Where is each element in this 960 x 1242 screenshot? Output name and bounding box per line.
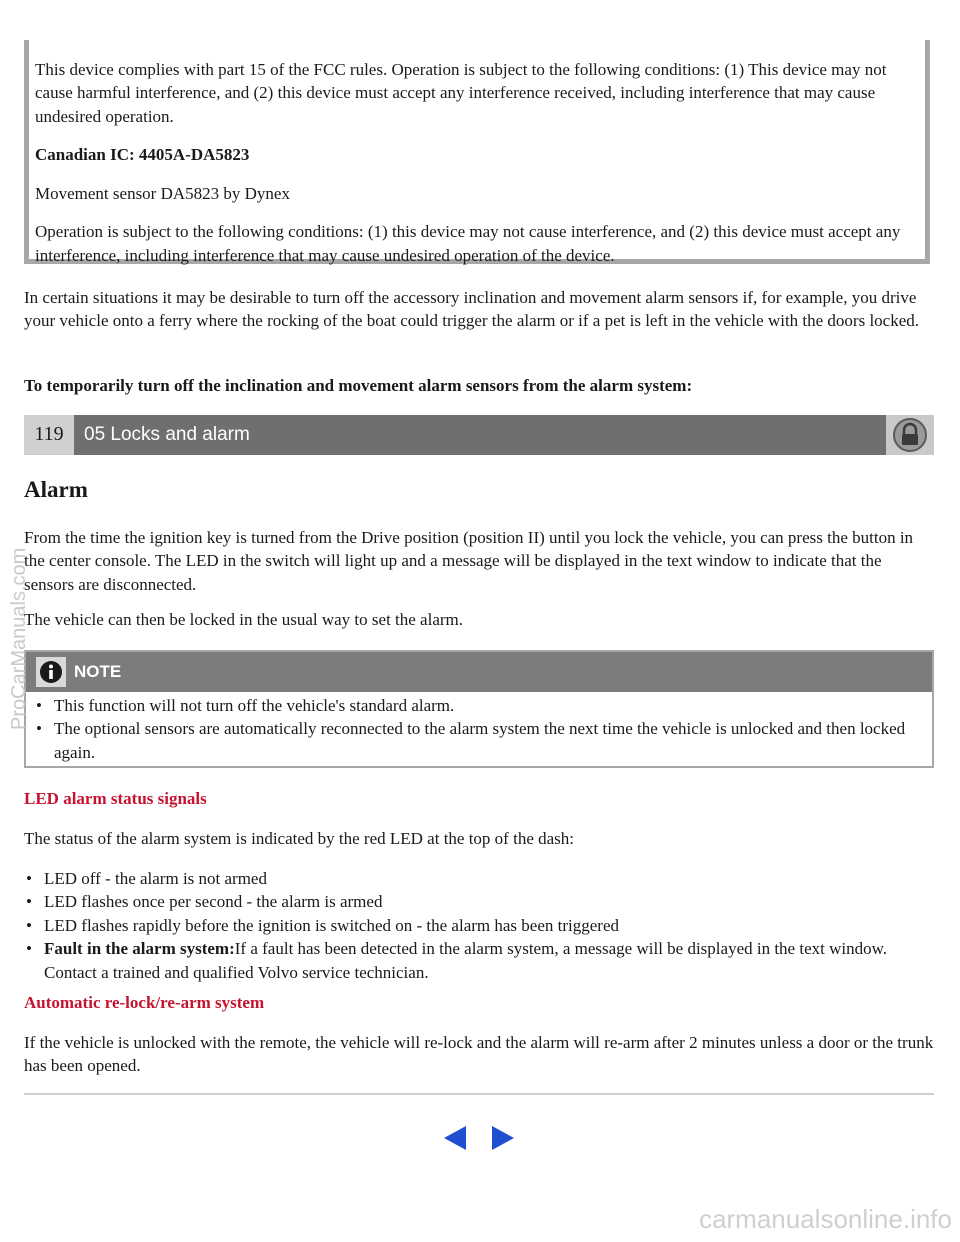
relock-section-text: If the vehicle is unlocked with the remote, the vehicle will re-lock and the alarm will re-arm after 2 minutes unless a door or the trunk has been opened. [24,1033,934,1076]
arrow-right-icon[interactable] [490,1124,516,1152]
list-item: • LED flashes once per second - the alarm is armed [24,890,934,913]
note-item: • This function will not turn off the vehicle's standard alarm. [34,694,924,717]
alarm-paragraph-2: The vehicle can then be locked in the usual way to set the alarm. [24,610,464,629]
divider [24,1093,934,1095]
fcc-notice-box [24,40,930,264]
page-navigation [442,1124,516,1152]
note-item: • The optional sensors are automatically reconnected to the alarm system the next time the vehicle is unlocked and then locked again. [34,717,924,764]
sensor-line: Movement sensor DA5823 by Dynex [35,183,290,203]
section-header-bar [24,415,934,455]
page-number: 119 [24,415,74,455]
intro-paragraph: In certain situations it may be desirable to turn off the accessory inclination and movement alarm sensors if, for example, you drive your vehicle onto a ferry where the rocking of the boat could trigger the alarm or if a pet is left in the vehicle with the doors locked. [24,288,920,331]
note-header [26,652,932,692]
led-section-intro: The status of the alarm system is indicated by the red LED at the top of the dash: [24,829,574,848]
page-heading: Alarm [24,477,88,502]
info-icon [36,657,66,687]
note-label: NOTE [74,662,122,682]
side-watermark: ProCarManuals.com [8,547,30,730]
lock-icon [886,415,934,455]
bold-instruction: To temporarily turn off the inclination and movement alarm sensors from the alarm system: [24,376,693,395]
led-section-heading: LED alarm status signals [24,789,207,808]
fault-label: Fault in the alarm system: [44,939,235,959]
canadian-ic: Canadian IC: 4405A-DA5823 [35,145,250,165]
list-item-fault [24,937,934,984]
fcc-text: This device complies with part 15 of the FCC rules. Operation is subject to the following conditions: (1) This device may not cause harmful interference, and (2) this device must accept any interference received, including interference that may cause undesired operation. [35,60,887,126]
footer-watermark: carmanualsonline.info [699,1204,952,1235]
alarm-paragraph-1: From the time the ignition key is turned from the Drive position (position II) until you lock the vehicle, you can press the button in the center console. The LED in the switch will light up and a message will be displayed in the text window to indicate that the sensors are disconnected. [24,528,914,594]
relock-section-heading: Automatic re-lock/re-arm system [24,993,265,1012]
list-item: • LED flashes rapidly before the ignition is switched on - the alarm has been triggered [24,914,934,937]
list-item: • LED off - the alarm is not armed [24,867,934,890]
note-box [24,650,934,768]
operation-text: Operation is subject to the following conditions: (1) this device may not cause interference, and (2) this device must accept any interference, including interference that may cause undesired operation of the device. [35,222,901,265]
section-title: 05 Locks and alarm [84,423,250,445]
arrow-left-icon[interactable] [442,1124,468,1152]
note-body [26,692,932,764]
fault-text: If a fault has been detected in the alarm system, a message will be displayed in the text window. Contact a trained and qualified Volvo service technician. [44,939,888,982]
led-status-list [24,867,934,984]
